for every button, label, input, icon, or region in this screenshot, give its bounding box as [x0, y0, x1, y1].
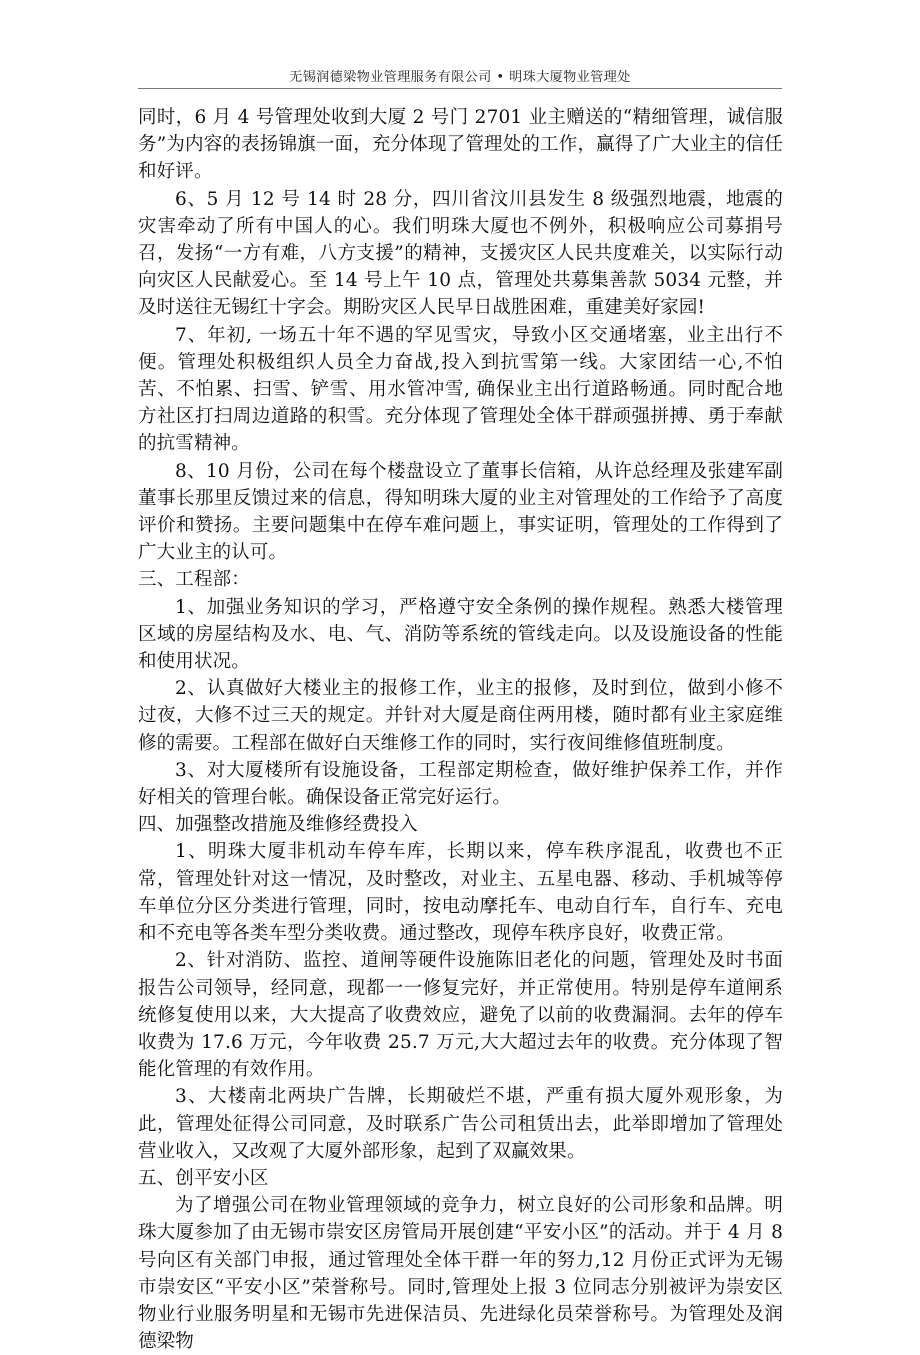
paragraph-continuation: 同时，6 月 4 号管理处收到大厦 2 号门 2701 业主赠送的“精细管理，诚信服务”为内容的表扬锦旗一面，充分体现了管理处的工作，赢得了广大业主的信任和好评。: [138, 107, 783, 183]
paragraph-rectification-3: 3、大楼南北两块广告牌，长期破烂不堪，严重有损大厦外观形象，为此，管理处征得公司同意，及时联系广告公司租赁出去，此举即增加了管理处营业收入，又改观了大厦外部形象，起到了双赢效果。: [138, 1086, 783, 1162]
section-heading-engineering: 三、工程部：: [138, 569, 250, 591]
paragraph-safe-community: 为了增强公司在物业管理领域的竞争力，树立良好的公司形象和品牌。明珠大厦参加了由无锡市崇安区房管局开展创建“平安小区”的活动。并于 4 月 8 号向区有关部门申报，通过管理处全体干群一年的努力,12 月份正式评为无锡市崇安区“平安小区”荣誉称号。同时,管理处上报 3 位同志分别被评为崇安区物业行业服务明星和无锡市先进保洁员、先进绿化员荣誉称号。为管理处及润德梁物: [138, 1195, 783, 1353]
paragraph-item-8-mailbox: 8、10 月份，公司在每个楼盘设立了董事长信箱，从许总经理及张建军副董事长那里反馈过来的信息，得知明珠大厦的业主对管理处的工作给予了高度评价和赞扬。主要问题集中在停车难问题上，事实证明，管理处的工作得到了广大业主的认可。: [138, 460, 783, 564]
paragraph-item-7-snow: 7、年初, 一场五十年不遇的罕见雪灾，导致小区交通堵塞，业主出行不便。管理处积极组织人员全力奋战,投入到抗雪第一线。大家团结一心,不怕苦、不怕累、扫雪、铲雪、用水管冲雪, 确保业主出行道路畅通。同时配合地方社区打扫周边道路的积雪。充分体现了管理处全体干群顽强拼搏、勇于奉献的抗雪精神。: [138, 324, 783, 455]
paragraph-item-6-earthquake: 6、5 月 12 号 14 时 28 分，四川省汶川县发生 8 级强烈地震，地震的灾害牵动了所有中国人的心。我们明珠大厦也不例外，积极响应公司募捐号召，发扬“一方有难，八方支援”的精神，支援灾区人民共度难关，以实际行动向灾区人民献爱心。至 14 号上午 10 点，管理处共募集善款 5034 元整，并及时送往无锡红十字会。期盼灾区人民早日战胜困难，重建美好家园!: [138, 188, 783, 319]
section-heading-safe-community: 五、创平安小区: [138, 1167, 269, 1189]
paragraph-engineering-1: 1、加强业务知识的学习，严格遵守安全条例的操作规程。熟悉大楼管理区域的房屋结构及水、电、气、消防等系统的管线走向。以及设施设备的性能和使用状况。: [138, 596, 783, 673]
paragraph-engineering-3: 3、对大厦楼所有设施设备，工程部定期检查，做好维护保养工作，并作好相关的管理台帐。确保设备正常完好运行。: [138, 759, 783, 809]
header-divider: [138, 88, 782, 89]
document-body: [138, 104, 783, 1355]
section-heading-rectification: 四、加强整改措施及维修经费投入: [138, 814, 418, 836]
page-header: 无锡润德梁物业管理服务有限公司 • 明珠大厦物业管理处: [289, 70, 631, 85]
paragraph-rectification-2: 2、针对消防、监控、道闸等硬件设施陈旧老化的问题，管理处及时书面报告公司领导，经同意，现都一一修复完好，并正常使用。特别是停车道闸系统修复使用以来，大大提高了收费效应，避免了以前的收费漏洞。去年的停车收费为 17.6 万元，今年收费 25.7 万元,大大超过去年的收费。充分体现了智能化管理的有效作用。: [138, 950, 783, 1081]
paragraph-rectification-1: 1、明珠大厦非机动车停车库，长期以来，停车秩序混乱，收费也不正常，管理处针对这一情况，及时整改，对业主、五星电器、移动、手机城等停车单位分区分类进行管理，同时，按电动摩托车、电动自行车，自行车、充电和不充电等各类车型分类收费。通过整改，现停车秩序良好，收费正常。: [138, 841, 783, 945]
paragraph-engineering-2: 2、认真做好大楼业主的报修工作，业主的报修，及时到位，做到小修不过夜，大修不过三天的规定。并针对大厦是商住两用楼，随时都有业主家庭维修的需要。工程部在做好白天维修工作的同时，实行夜间维修值班制度。: [138, 678, 783, 754]
